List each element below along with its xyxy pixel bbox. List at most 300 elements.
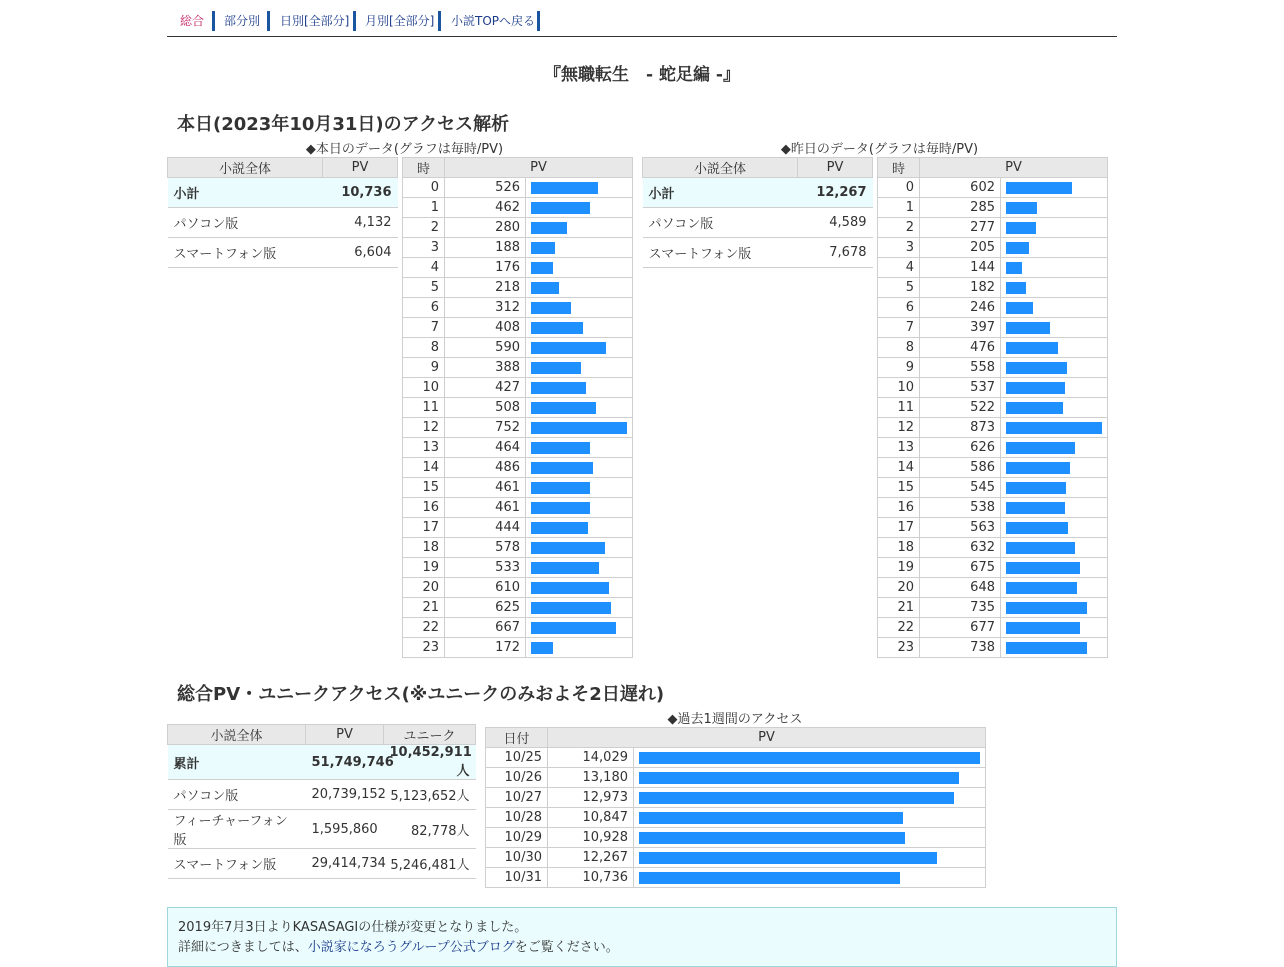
pv-value: 397: [920, 318, 1001, 338]
pv-value: 486: [445, 458, 526, 478]
row-label: パソコン版: [168, 208, 323, 238]
table-row: [486, 808, 986, 828]
table-row: [878, 398, 1108, 418]
table-row: [168, 238, 398, 268]
bar-cell: [526, 518, 633, 538]
bar-cell: [526, 178, 633, 198]
table-row: [403, 258, 633, 278]
row-label: 10/28: [486, 808, 548, 828]
row-label: 10/27: [486, 788, 548, 808]
pv-bar: [639, 812, 903, 824]
table-row: [878, 338, 1108, 358]
table-row: [168, 849, 476, 879]
table-row: [878, 198, 1108, 218]
pv-bar: [639, 792, 954, 804]
pv-bar: [1006, 542, 1075, 554]
week-table: [485, 727, 986, 888]
table-row: [878, 238, 1108, 258]
pv-value: 738: [920, 638, 1001, 658]
today-summary-table: [167, 157, 398, 268]
row-label: 20: [878, 578, 920, 598]
pv-bar: [1006, 642, 1087, 654]
bar-cell: [526, 378, 633, 398]
pv-bar: [531, 422, 627, 434]
pv-bar: [531, 442, 590, 454]
table-row: [168, 745, 476, 780]
pv-value: 12,267: [798, 178, 873, 208]
row-label: 8: [878, 338, 920, 358]
row-label: 4: [878, 258, 920, 278]
pv-value: 4,589: [798, 208, 873, 238]
nav-item-overall[interactable]: 総合: [180, 14, 205, 28]
pv-value: 427: [445, 378, 526, 398]
bar-cell: [526, 638, 633, 658]
pv-value: 20,739,152: [306, 780, 384, 810]
pv-value: 526: [445, 178, 526, 198]
table-row: [878, 538, 1108, 558]
pv-bar: [1006, 562, 1080, 574]
bar-cell: [526, 398, 633, 418]
header-hour: 時: [878, 158, 920, 178]
pv-value: 735: [920, 598, 1001, 618]
pv-value: 10,736: [323, 178, 398, 208]
pv-value: 312: [445, 298, 526, 318]
pv-bar: [531, 502, 590, 514]
pv-value: 626: [920, 438, 1001, 458]
nav-item-novel-top[interactable]: 小説TOPへ戻る: [451, 14, 536, 28]
pv-value: 277: [920, 218, 1001, 238]
pv-bar: [1006, 442, 1075, 454]
pv-bar: [1006, 242, 1029, 254]
pv-value: 13,180: [548, 768, 634, 788]
pv-bar: [639, 772, 959, 784]
table-row: [878, 358, 1108, 378]
table-row: [403, 498, 633, 518]
yesterday-caption: ◆昨日のデータ(グラフは毎時/PV): [780, 142, 979, 157]
pv-value: 545: [920, 478, 1001, 498]
bar-cell: [526, 258, 633, 278]
row-label: 4: [403, 258, 445, 278]
pv-value: 533: [445, 558, 526, 578]
pv-value: 12,267: [548, 848, 634, 868]
table-row: [403, 418, 633, 438]
table-row: [403, 318, 633, 338]
bar-cell: [1001, 458, 1108, 478]
bar-cell: [526, 478, 633, 498]
pv-bar: [1006, 342, 1058, 354]
unique-value: 5,123,652人: [384, 780, 476, 810]
row-label: 10/29: [486, 828, 548, 848]
row-label: 10: [878, 378, 920, 398]
pv-value: 632: [920, 538, 1001, 558]
pv-value: 586: [920, 458, 1001, 478]
bar-cell: [634, 828, 986, 848]
pv-bar: [531, 242, 555, 254]
row-label: 15: [403, 478, 445, 498]
row-label: フィーチャーフォン版: [168, 810, 306, 849]
total-summary-table: [167, 724, 476, 879]
row-label: 7: [403, 318, 445, 338]
row-label: 3: [403, 238, 445, 258]
official-blog-link[interactable]: 小説家になろうグループ公式ブログ: [307, 940, 515, 955]
table-row: [878, 378, 1108, 398]
pv-bar: [1006, 382, 1065, 394]
nav-separator: [212, 11, 215, 31]
table-row: [643, 208, 873, 238]
table-row: [643, 178, 873, 208]
table-row: [878, 498, 1108, 518]
unique-value: 10,452,911人: [384, 745, 476, 780]
pv-value: 14,029: [548, 748, 634, 768]
pv-bar: [1006, 582, 1077, 594]
table-row: [403, 518, 633, 538]
bar-cell: [634, 748, 986, 768]
pv-value: 667: [445, 618, 526, 638]
table-row: [403, 438, 633, 458]
pv-value: 7,678: [798, 238, 873, 268]
row-label: 19: [403, 558, 445, 578]
row-label: 14: [878, 458, 920, 478]
header-pv: PV: [306, 725, 384, 745]
bar-cell: [526, 438, 633, 458]
bar-cell: [526, 498, 633, 518]
pv-bar: [531, 222, 567, 234]
pv-bar: [639, 752, 980, 764]
pv-value: 218: [445, 278, 526, 298]
table-row: [878, 578, 1108, 598]
header-pv: PV: [798, 158, 873, 178]
row-label: 10/26: [486, 768, 548, 788]
table-row: [878, 618, 1108, 638]
header-hour: 時: [403, 158, 445, 178]
bar-cell: [1001, 498, 1108, 518]
row-label: 23: [878, 638, 920, 658]
bar-cell: [1001, 538, 1108, 558]
pv-bar: [531, 262, 553, 274]
header-novel-total: 小説全体: [168, 725, 306, 745]
row-label: 6: [403, 298, 445, 318]
bar-cell: [1001, 618, 1108, 638]
pv-value: 172: [445, 638, 526, 658]
bar-cell: [634, 768, 986, 788]
bar-cell: [1001, 598, 1108, 618]
pv-bar: [639, 852, 937, 864]
pv-bar: [1006, 282, 1026, 294]
row-label: 11: [878, 398, 920, 418]
nav-item-daily[interactable]: 日別[全部分]: [280, 14, 350, 28]
row-label: 10/25: [486, 748, 548, 768]
table-row: [403, 298, 633, 318]
pv-bar: [531, 342, 606, 354]
pv-value: 12,973: [548, 788, 634, 808]
bar-cell: [1001, 278, 1108, 298]
header-pv: PV: [548, 728, 986, 748]
row-label: 0: [403, 178, 445, 198]
pv-value: 10,928: [548, 828, 634, 848]
pv-value: 176: [445, 258, 526, 278]
table-row: [403, 538, 633, 558]
row-label: 2: [403, 218, 445, 238]
row-label: 2: [878, 218, 920, 238]
pv-bar: [1006, 302, 1033, 314]
pv-value: 677: [920, 618, 1001, 638]
table-row: [403, 378, 633, 398]
table-row: [878, 218, 1108, 238]
nav-item-monthly[interactable]: 月別[全部分]: [365, 14, 435, 28]
bar-cell: [1001, 318, 1108, 338]
pv-value: 51,749,746: [306, 745, 384, 780]
row-label: 小計: [643, 178, 798, 208]
notice-box: [167, 907, 1117, 967]
pv-value: 522: [920, 398, 1001, 418]
pv-bar: [531, 642, 553, 654]
bar-cell: [526, 198, 633, 218]
table-row: [403, 198, 633, 218]
pv-bar: [1006, 482, 1066, 494]
pv-bar: [531, 522, 588, 534]
table-row: [878, 458, 1108, 478]
yesterday-summary-table: [642, 157, 873, 268]
pv-value: 461: [445, 498, 526, 518]
bar-cell: [1001, 298, 1108, 318]
row-label: 16: [878, 498, 920, 518]
row-label: 22: [878, 618, 920, 638]
header-date: 日付: [486, 728, 548, 748]
pv-bar: [1006, 202, 1037, 214]
pv-value: 10,847: [548, 808, 634, 828]
table-row: [643, 238, 873, 268]
row-label: 10: [403, 378, 445, 398]
row-label: 16: [403, 498, 445, 518]
table-row: [168, 208, 398, 238]
header-pv: PV: [920, 158, 1108, 178]
table-row: [168, 780, 476, 810]
bar-cell: [1001, 358, 1108, 378]
row-label: 18: [403, 538, 445, 558]
pv-value: 462: [445, 198, 526, 218]
row-label: 18: [878, 538, 920, 558]
bar-cell: [634, 848, 986, 868]
pv-value: 873: [920, 418, 1001, 438]
row-label: 20: [403, 578, 445, 598]
pv-bar: [531, 582, 609, 594]
total-heading: 総合PV・ユニークアクセス(※ユニークのみおよそ2日遅れ): [177, 684, 665, 705]
pv-bar: [1006, 362, 1067, 374]
pv-value: 182: [920, 278, 1001, 298]
pv-bar: [1006, 402, 1063, 414]
nav-separator: [438, 11, 441, 31]
bar-cell: [1001, 218, 1108, 238]
bar-cell: [526, 338, 633, 358]
row-label: 1: [403, 198, 445, 218]
header-unique: ユニーク: [384, 725, 476, 745]
pv-bar: [531, 562, 599, 574]
pv-value: 508: [445, 398, 526, 418]
pv-bar: [1006, 222, 1036, 234]
row-label: スマートフォン版: [643, 238, 798, 268]
bar-cell: [526, 618, 633, 638]
table-row: [403, 578, 633, 598]
table-row: [486, 748, 986, 768]
bar-cell: [634, 808, 986, 828]
table-row: [878, 258, 1108, 278]
top-nav: [167, 10, 1117, 37]
notice-line-1: 2019年7月3日よりKASASAGIの仕様が変更となりました。: [178, 920, 528, 935]
row-label: 15: [878, 478, 920, 498]
row-label: 12: [403, 418, 445, 438]
row-label: スマートフォン版: [168, 238, 323, 268]
pv-bar: [1006, 462, 1070, 474]
header-pv: PV: [445, 158, 633, 178]
pv-value: 388: [445, 358, 526, 378]
bar-cell: [526, 458, 633, 478]
pv-value: 610: [445, 578, 526, 598]
table-row: [878, 418, 1108, 438]
pv-value: 188: [445, 238, 526, 258]
bar-cell: [526, 318, 633, 338]
table-row: [878, 598, 1108, 618]
table-row: [878, 438, 1108, 458]
pv-value: 675: [920, 558, 1001, 578]
pv-value: 602: [920, 178, 1001, 198]
table-row: [403, 458, 633, 478]
table-row: [403, 558, 633, 578]
row-label: 13: [878, 438, 920, 458]
row-label: 22: [403, 618, 445, 638]
table-row: [486, 868, 986, 888]
pv-bar: [1006, 262, 1022, 274]
pv-value: 558: [920, 358, 1001, 378]
pv-bar: [531, 362, 581, 374]
bar-cell: [1001, 258, 1108, 278]
nav-separator: [267, 11, 270, 31]
bar-cell: [634, 788, 986, 808]
table-row: [878, 558, 1108, 578]
bar-cell: [1001, 338, 1108, 358]
table-row: [486, 828, 986, 848]
pv-value: 144: [920, 258, 1001, 278]
row-label: 10/30: [486, 848, 548, 868]
bar-cell: [1001, 518, 1108, 538]
bar-cell: [634, 868, 986, 888]
row-label: 6: [878, 298, 920, 318]
bar-cell: [526, 238, 633, 258]
bar-cell: [1001, 578, 1108, 598]
row-label: 19: [878, 558, 920, 578]
pv-bar: [531, 382, 586, 394]
row-label: 13: [403, 438, 445, 458]
pv-bar: [531, 602, 611, 614]
row-label: 累計: [168, 745, 306, 780]
pv-value: 538: [920, 498, 1001, 518]
table-row: [403, 358, 633, 378]
pv-value: 537: [920, 378, 1001, 398]
pv-value: 6,604: [323, 238, 398, 268]
pv-bar: [1006, 182, 1072, 194]
pv-value: 205: [920, 238, 1001, 258]
bar-cell: [526, 278, 633, 298]
pv-bar: [531, 542, 605, 554]
pv-bar: [531, 402, 596, 414]
table-row: [403, 638, 633, 658]
bar-cell: [1001, 558, 1108, 578]
table-row: [878, 278, 1108, 298]
pv-value: 625: [445, 598, 526, 618]
table-row: [403, 478, 633, 498]
today-caption: ◆本日のデータ(グラフは毎時/PV): [305, 142, 504, 157]
header-novel-total: 小説全体: [643, 158, 798, 178]
pv-bar: [1006, 522, 1068, 534]
bar-cell: [1001, 638, 1108, 658]
table-row: [403, 178, 633, 198]
pv-bar: [1006, 622, 1080, 634]
pv-value: 246: [920, 298, 1001, 318]
notice-suffix: をご覧ください。: [514, 940, 619, 955]
table-row: [403, 218, 633, 238]
pv-value: 285: [920, 198, 1001, 218]
table-row: [403, 278, 633, 298]
pv-value: 408: [445, 318, 526, 338]
table-row: [878, 638, 1108, 658]
pv-value: 476: [920, 338, 1001, 358]
pv-bar: [639, 872, 900, 884]
table-row: [403, 338, 633, 358]
bar-cell: [1001, 398, 1108, 418]
pv-value: 29,414,734: [306, 849, 384, 879]
today-heading: 本日(2023年10月31日)のアクセス解析: [177, 114, 510, 135]
pv-bar: [531, 302, 571, 314]
pv-value: 563: [920, 518, 1001, 538]
nav-item-by-part[interactable]: 部分別: [224, 14, 261, 28]
pv-value: 590: [445, 338, 526, 358]
row-label: 17: [403, 518, 445, 538]
notice-line-2: [178, 938, 1106, 958]
row-label: スマートフォン版: [168, 849, 306, 879]
table-row: [403, 398, 633, 418]
bar-cell: [1001, 238, 1108, 258]
nav-separator: [537, 11, 540, 31]
bar-cell: [1001, 198, 1108, 218]
header-pv: PV: [323, 158, 398, 178]
pv-value: 464: [445, 438, 526, 458]
pv-bar: [639, 832, 905, 844]
header-novel-total: 小説全体: [168, 158, 323, 178]
row-label: 7: [878, 318, 920, 338]
table-row: [878, 478, 1108, 498]
table-row: [878, 318, 1108, 338]
row-label: 5: [403, 278, 445, 298]
table-row: [878, 178, 1108, 198]
table-row: [486, 848, 986, 868]
row-label: 小計: [168, 178, 323, 208]
row-label: パソコン版: [643, 208, 798, 238]
bar-cell: [526, 598, 633, 618]
pv-bar: [531, 622, 616, 634]
yesterday-hourly-table: [877, 157, 1108, 658]
notice-prefix: 詳細につきましては、: [178, 940, 308, 955]
pv-value: 4,132: [323, 208, 398, 238]
row-label: パソコン版: [168, 780, 306, 810]
pv-value: 648: [920, 578, 1001, 598]
pv-bar: [1006, 322, 1050, 334]
table-row: [486, 788, 986, 808]
table-row: [168, 810, 476, 849]
pv-bar: [531, 462, 593, 474]
pv-bar: [531, 322, 583, 334]
row-label: 10/31: [486, 868, 548, 888]
today-hourly-table: [402, 157, 633, 658]
bar-cell: [1001, 418, 1108, 438]
